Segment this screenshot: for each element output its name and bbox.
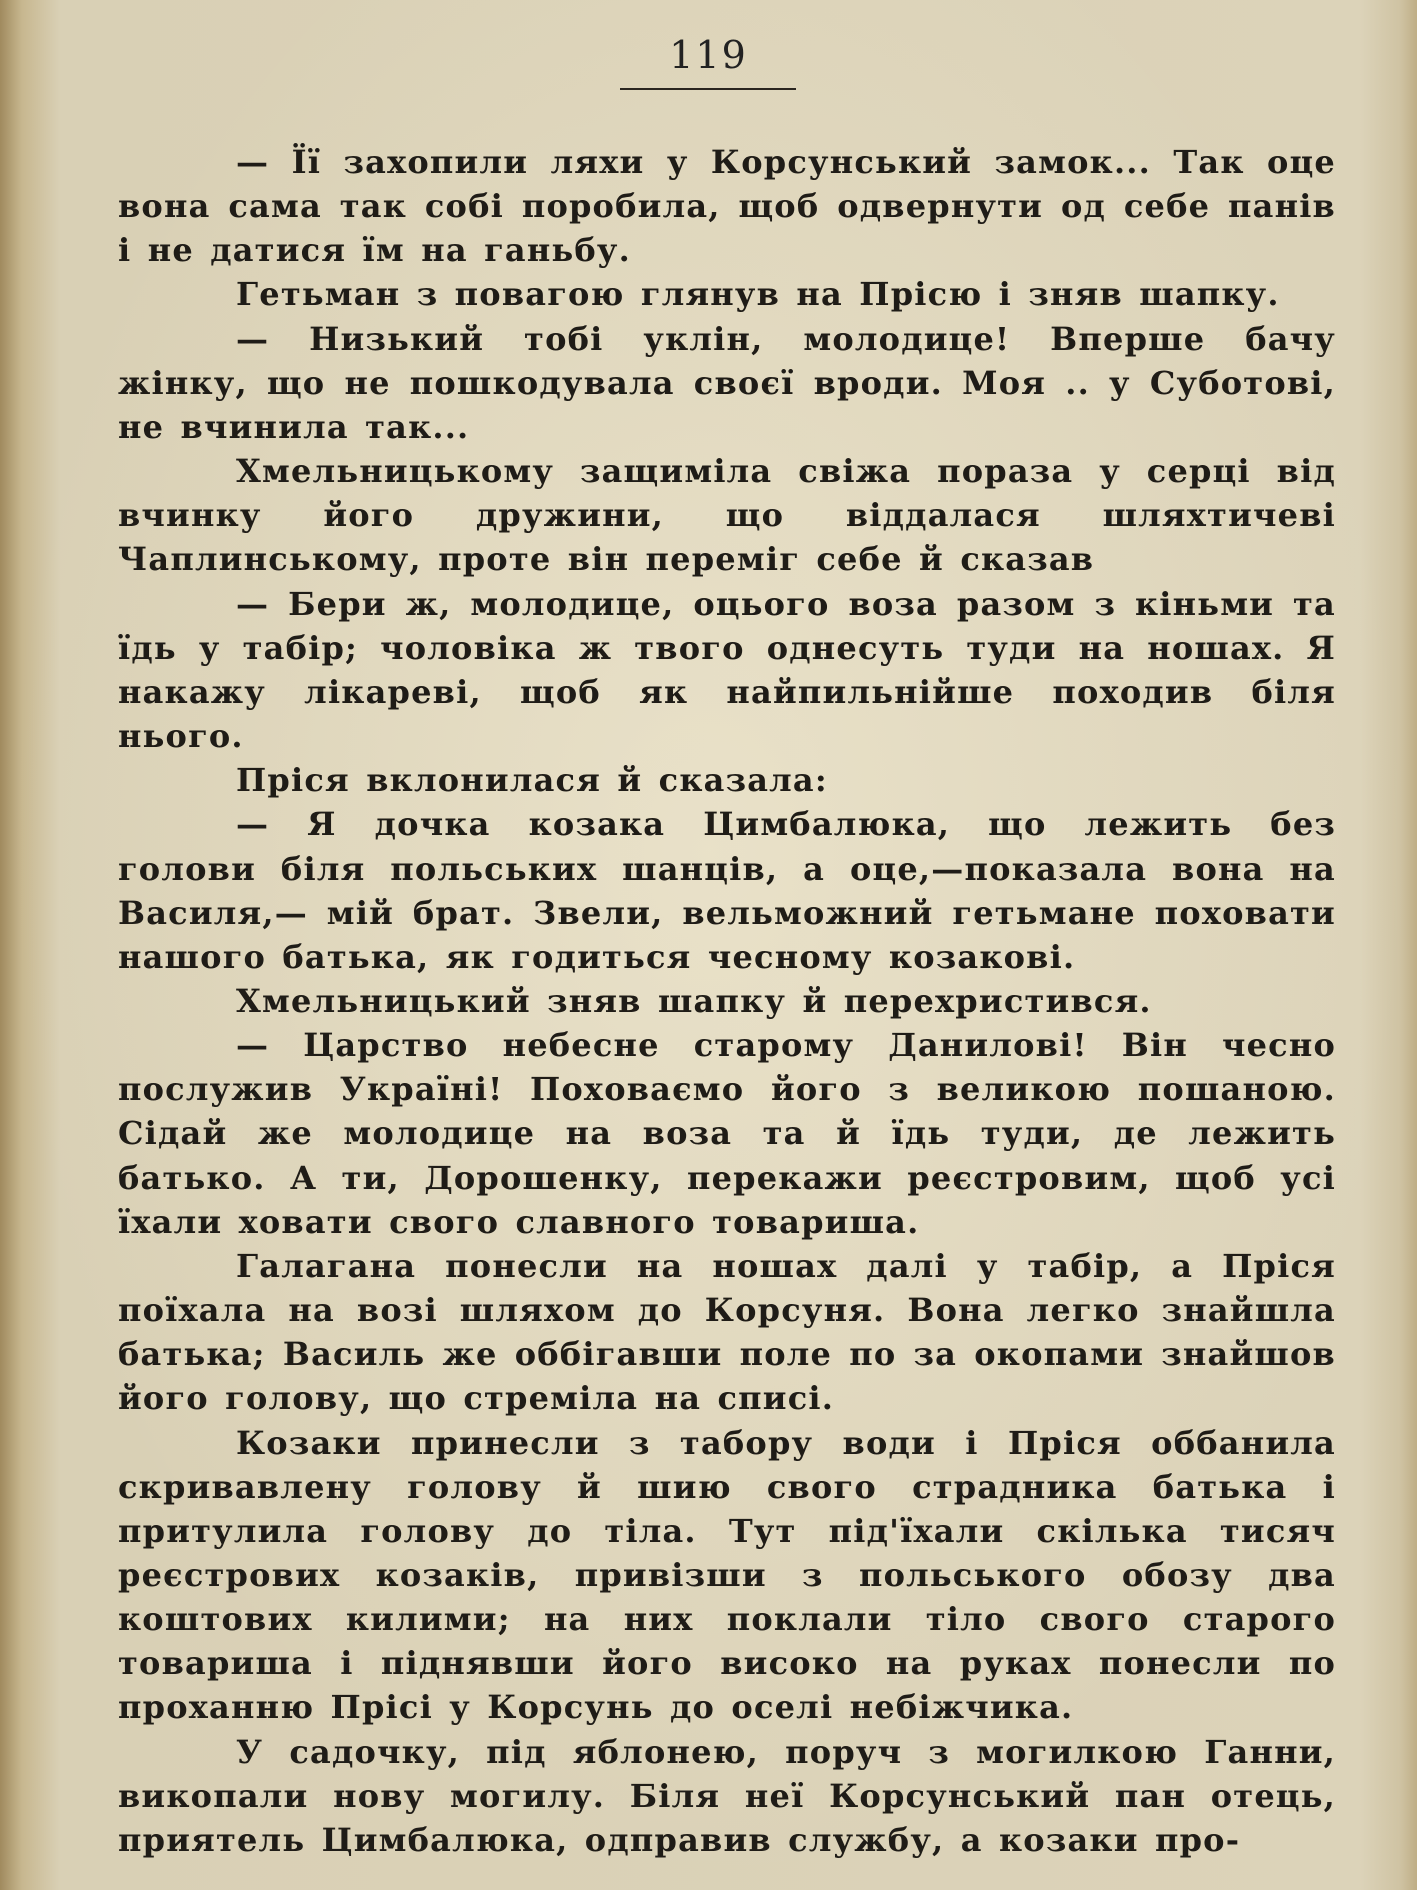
page-header bbox=[0, 32, 1417, 78]
paragraph: У садочку, під яблонею, поруч з могилкою Ганни, викопали нову могилу. Біля неї Корсунський пан отець, приятель Цимбалюка, одправив службу, а козаки про- bbox=[118, 1732, 1336, 1859]
paragraph: — Бери ж, молодице, оцього воза разом з кіньми та їдь у табір; чоловіка ж твого однесуть туди на ношах. Я накажу лікареві, щоб як найпильнійше походив біля нього. bbox=[118, 584, 1336, 756]
paragraph: — Царство небесне старому Данилові! Він чесно послужив Україні! Поховаємо його з великою пошаною. Сідай же молодице на воза та й їдь туди, де лежить батько. А ти, Дорошенку, перекажи реєстровим, щоб усі їхали ховати свого славного товариша. bbox=[118, 1026, 1336, 1241]
page-number: 119 bbox=[669, 33, 748, 77]
paragraph: — Низький тобі уклін, молодице! Вперше бачу жінку, що не пошкодувала своєї вроди. Моя .. у Суботові, не вчинила так... bbox=[118, 319, 1336, 446]
paragraph: Галагана понесли на ношах далі у табір, а Пріся поїхала на возі шляхом до Корсуня. Вона легко знайшла батька; Василь же оббігавши поле по за окопами знайшов його голову, що стреміла на списі. bbox=[118, 1246, 1336, 1418]
paragraph: Хмельницький зняв шапку й перехристився. bbox=[236, 981, 1152, 1020]
paragraph: Хмельницькому защиміла свіжа пораза у серці від вчинку його дружини, що віддалася шляхтичеві Чаплинському, проте він переміг себе й сказав bbox=[118, 452, 1336, 579]
body-text bbox=[118, 140, 1336, 1862]
paragraph: — Її захопили ляхи у Корсунський замок... Так оце вона сама так собі поробила, щоб одвернути од себе панів і не датися їм на ганьбу. bbox=[118, 143, 1336, 270]
paragraph: Козаки принесли з табору води і Пріся оббанила скривавлену голову й шию свого страдника батька і притулила голову до тіла. Тут під'їхали скілька тисяч реєстрових козаків, привізши з польського обозу два коштових килими; на них поклали тіло свого старого товариша і піднявши його високо на руках понесли по проханню Прісі у Корсунь до оселі небіжчика. bbox=[118, 1423, 1336, 1727]
paragraph: — Я дочка козака Цимбалюка, що лежить без голови біля польських шанців, а оце,—показала вона на Василя,— мій брат. Звели, вельможний гетьмане поховати нашого батька, як годиться чесному козакові. bbox=[118, 805, 1336, 976]
header-rule bbox=[620, 88, 796, 90]
paragraph: Пріся вклонилася й сказала: bbox=[236, 761, 828, 800]
paragraph: Гетьман з повагою глянув на Прісю і зняв шапку. bbox=[236, 275, 1280, 314]
